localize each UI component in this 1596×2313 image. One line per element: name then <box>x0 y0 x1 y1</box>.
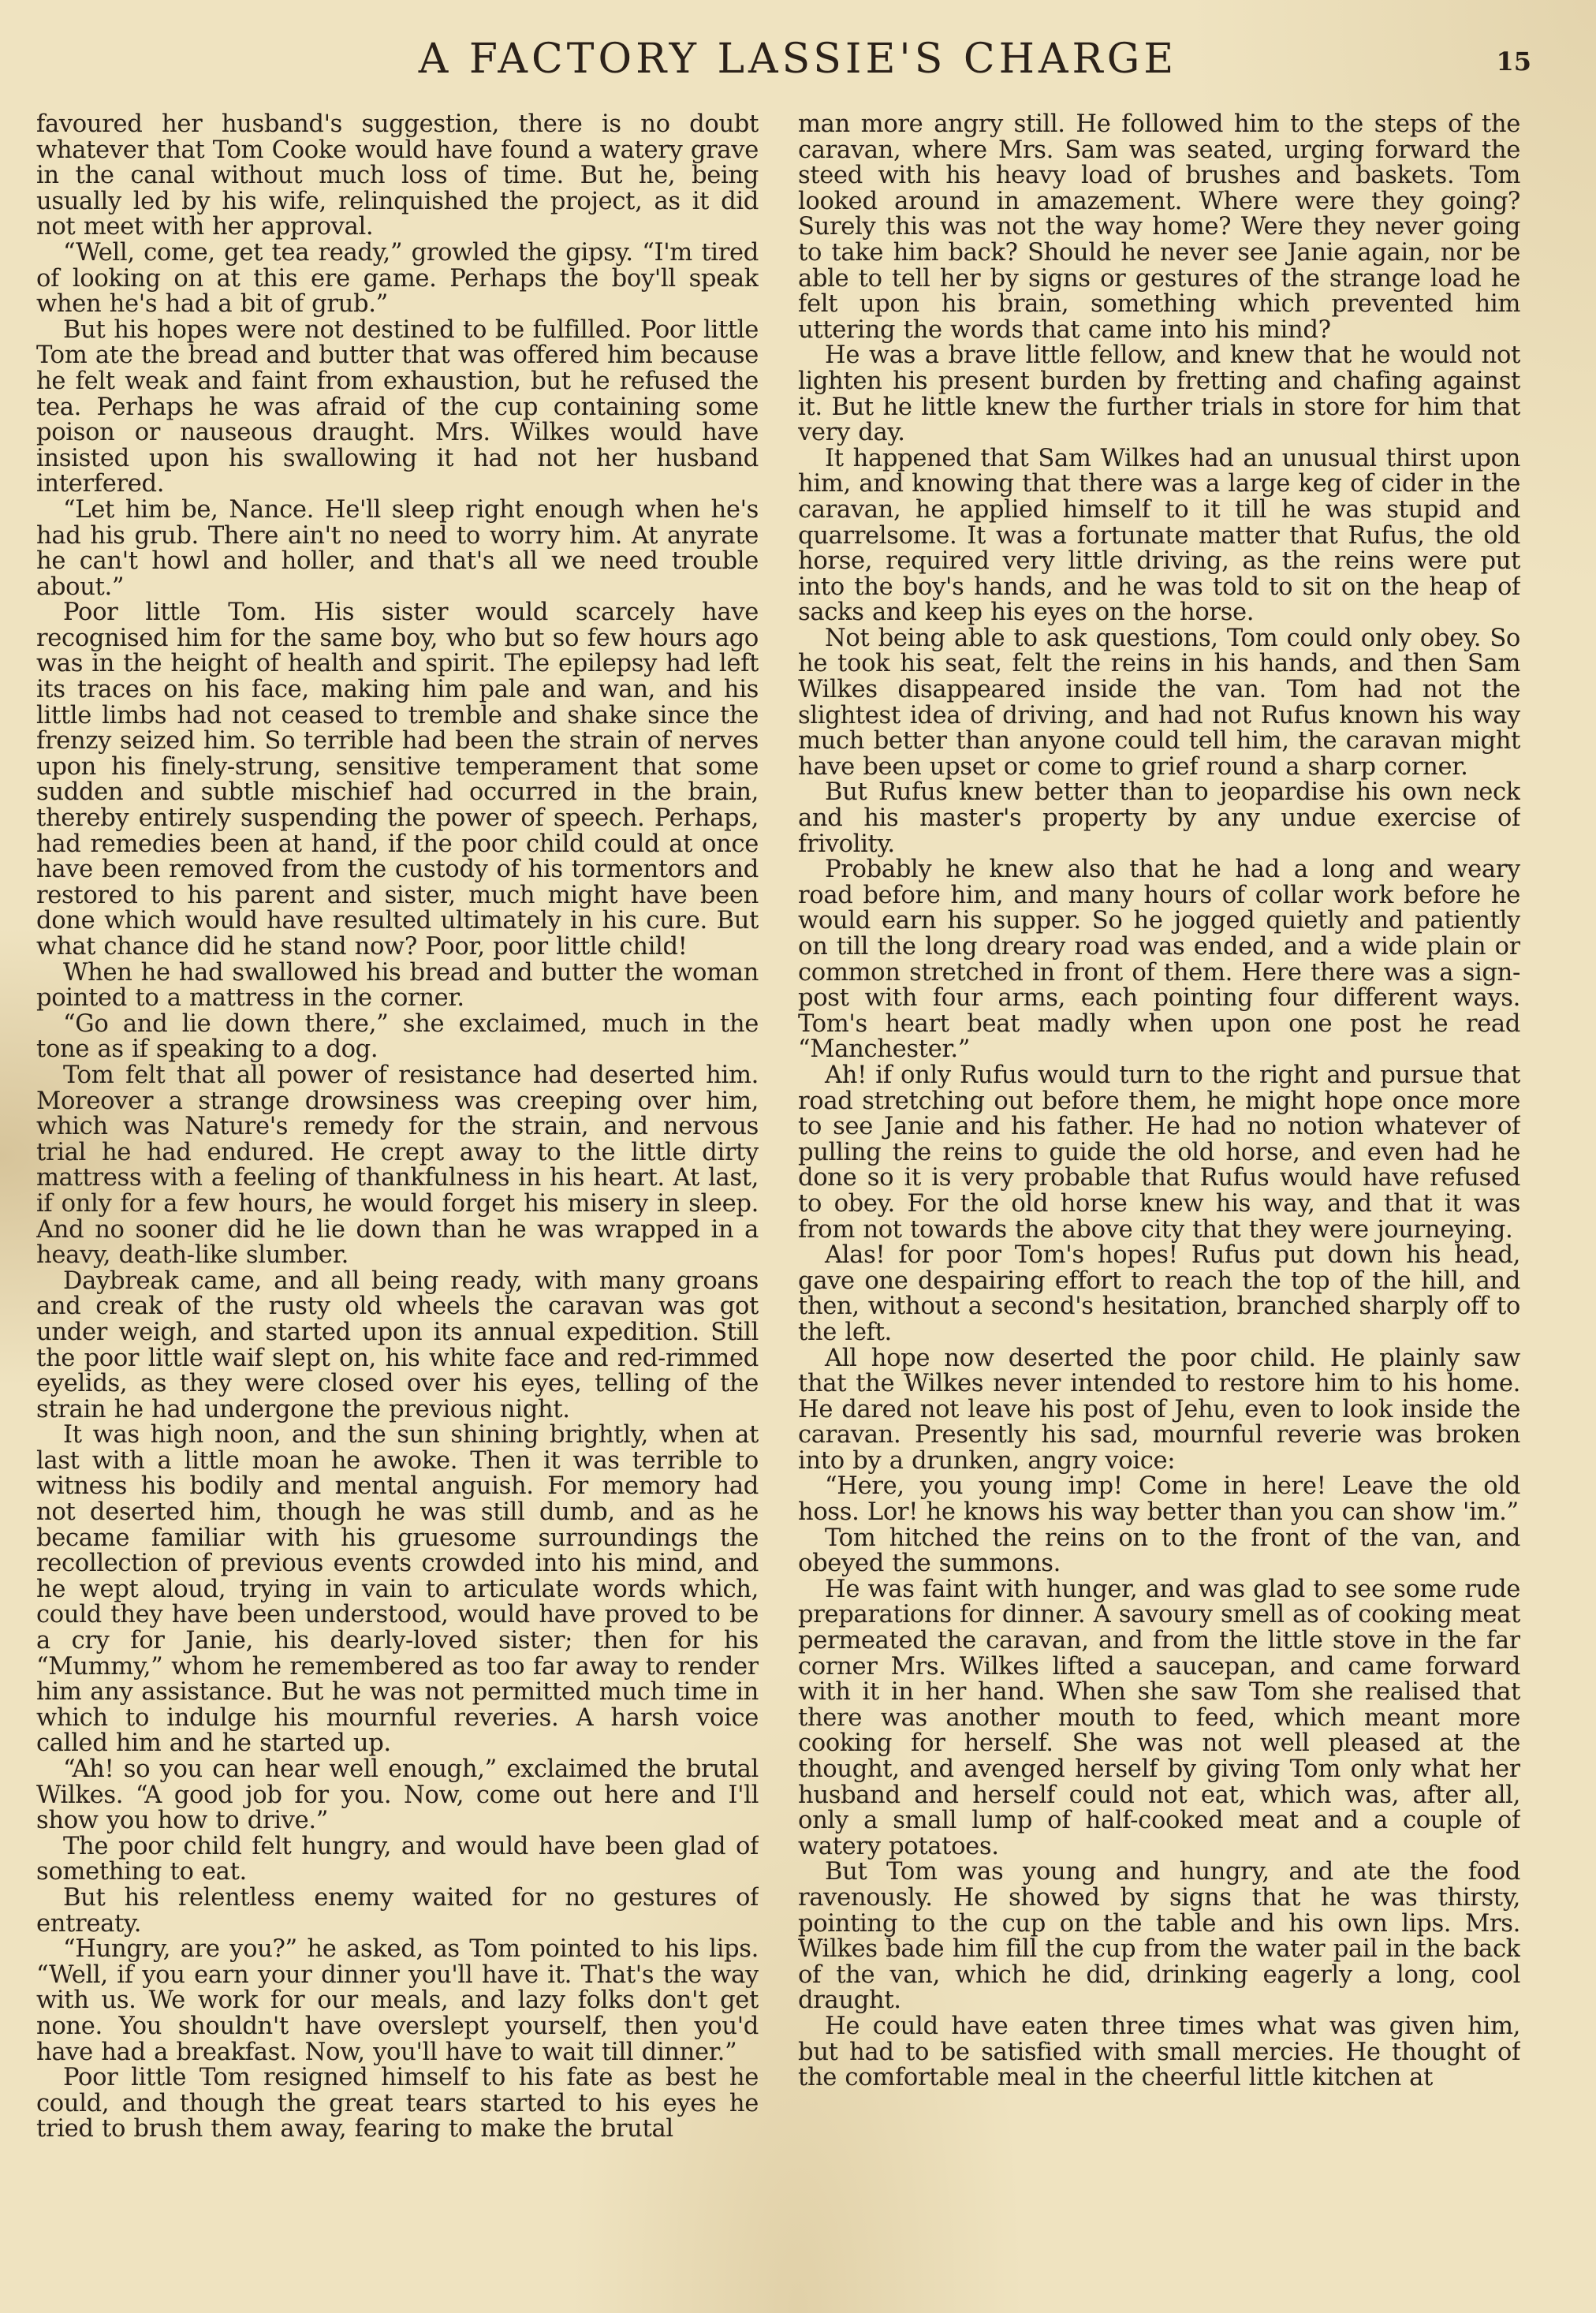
paragraph: All hope now deserted the poor child. He plainly saw that the Wilkes never intended to restore him to his home. He dared not leave his post of Jehu, even to look inside the caravan. Presently his sad, mournful reverie was broken into by a drunken, angry voice: <box>798 1344 1520 1475</box>
left-column <box>36 112 759 2241</box>
paragraph: Poor little Tom. His sister would scarcely have recognised him for the same boy, who but so few hours ago was in the height of health and spirit. The epilepsy had left its traces on his face, making him pale and wan, and his little limbs had not ceased to tremble and shake since the frenzy seized him. So terrible had been the strain of nerves upon his finely-strung, sensitive temperament that some sudden and subtle mischief had occurred in the brain, thereby entirely suspending the power of speech. Perhaps, had remedies been at hand, if the poor child could at once have been removed from the custody of his tormentors and restored to his parent and sister, much might have been done which would have resulted ultimately in his cure. But what chance did he stand now? Poor, poor little child! <box>36 599 759 961</box>
running-title: A FACTORY LASSIE'S CHARGE <box>418 35 1178 83</box>
page-number: 15 <box>1496 47 1531 76</box>
paragraph: When he had swallowed his bread and butter the woman pointed to a mattress in the corner. <box>36 958 759 1013</box>
paragraph: He was a brave little fellow, and knew that he would not lighten his present burden by fretting and chafing against it. But he little knew the further trials in store for him that very day. <box>798 341 1520 447</box>
paragraph: “Here, you young imp! Come in here! Leave the old hoss. Lor! he knows his way better than you can show 'im.” <box>798 1472 1520 1527</box>
paragraph: Ah! if only Rufus would turn to the right and pursue that road stretching out before them, he might hope once more to see Janie and his father. He had no notion whatever of pulling the reins to guide the old horse, and even had he done so it is very probable that Rufus would have refused to obey. For the old horse knew his way, and that it was from not towards the above city that they were journeying. <box>798 1061 1520 1244</box>
paragraph: But his relentless enemy waited for no gestures of entreaty. <box>36 1883 759 1938</box>
paragraph: It happened that Sam Wilkes had an unusual thirst upon him, and knowing that there was a large keg of cider in the caravan, he applied himself to it till he was stupid and quarrelsome. It was a fortunate matter that Rufus, the old horse, required very little driving, as the reins were put into the boy's hands, and he was told to sit on the heap of sacks and keep his eyes on the horse. <box>798 444 1520 627</box>
paragraph: Tom felt that all power of resistance had deserted him. Moreover a strange drowsiness was creeping over him, which was Nature's remedy for the strain, and nervous trial he had endured. He crept away to the little dirty mattress with a feeling of thankfulness in his heart. At last, if only for a few hours, he would forget his misery in sleep. And no sooner did he lie down than he was wrapped in a heavy, death-like slumber. <box>36 1061 759 1270</box>
paragraph: Alas! for poor Tom's hopes! Rufus put down his head, gave one despairing effort to reach the top of the hill, and then, without a second's hesitation, branched sharply off to the left. <box>798 1241 1520 1346</box>
paragraph: “Hungry, are you?” he asked, as Tom pointed to his lips. “Well, if you earn your dinner you'll have it. That's the way with us. We work for our meals, and lazy folks don't get none. You shouldn't have overslept yourself, then you'd have had a breakfast. Now, you'll have to wait till dinner.” <box>36 1935 759 2066</box>
paragraph: But Rufus knew better than to jeopardise his own neck and his master's property by any undue exercise of frivolity. <box>798 778 1520 858</box>
paragraph: man more angry still. He followed him to the steps of the caravan, where Mrs. Sam was seated, urging forward the steed with his heavy load of brushes and baskets. Tom looked around in amazement. Where were they going? Surely this was not the way home? Were they never going to take him back? Should he never see Janie again, nor be able to tell her by signs or gestures of the strange load he felt upon his brain, something which prevented him uttering the words that came into his mind? <box>798 112 1520 344</box>
right-column <box>798 112 1520 2241</box>
paragraph: It was high noon, and the sun shining brightly, when at last with a little moan he awoke. Then it was terrible to witness his bodily and mental anguish. For memory had not deserted him, though he was still dumb, and as he became familiar with his gruesome surroundings the recollection of previous events crowded into his mind, and he wept aloud, trying in vain to articulate words which, could they have been understood, would have proved to be a cry for Janie, his dearly-loved sister; then for his “Mummy,” whom he remembered as too far away to render him any assistance. But he was not permitted much time in which to indulge his mournful reveries. A harsh voice called him and he started up. <box>36 1421 759 1758</box>
paragraph: favoured her husband's suggestion, there is no doubt whatever that Tom Cooke would have found a watery grave in the canal without much loss of time. But he, being usually led by his wife, relinquished the project, as it did not meet with her approval. <box>36 112 759 241</box>
page-header <box>0 32 1596 87</box>
paragraph: Probably he knew also that he had a long and weary road before him, and many hours of collar work before he would earn his supper. So he jogged quietly and patiently on till the long dreary road was ended, and a wide plain or common stretched in front of them. Here there was a sign-post with four arms, each pointing four different ways. Tom's heart beat madly when upon one post he read “Manchester.” <box>798 856 1520 1064</box>
paragraph: But Tom was young and hungry, and ate the food ravenously. He showed by signs that he was thirsty, pointing to the cup on the table and his own lips. Mrs. Wilkes bade him fill the cup from the water pail in the back of the van, which he did, drinking eagerly a long, cool draught. <box>798 1858 1520 2015</box>
paragraph: “Well, come, get tea ready,” growled the gipsy. “I'm tired of looking on at this ere game. Perhaps the boy'll speak when he's had a bit of grub.” <box>36 238 759 319</box>
paragraph: “Go and lie down there,” she exclaimed, much in the tone as if speaking to a dog. <box>36 1009 759 1064</box>
paragraph: “Ah! so you can hear well enough,” exclaimed the brutal Wilkes. “A good job for you. Now, come out here and I'll show you how to drive.” <box>36 1755 759 1835</box>
paragraph: Not being able to ask questions, Tom could only obey. So he took his seat, felt the reins in his hands, and then Sam Wilkes disappeared inside the van. Tom had not the slightest idea of driving, and had not Rufus known his way much better than anyone could tell him, the caravan might have been upset or come to grief round a sharp corner. <box>798 624 1520 781</box>
paragraph: But his hopes were not destined to be fulfilled. Poor little Tom ate the bread and butter that was offered him because he felt weak and faint from exhaustion, but he refused the tea. Perhaps he was afraid of the cup containing some poison or nauseous draught. Mrs. Wilkes would have insisted upon his swallowing it had not her husband interfered. <box>36 315 759 498</box>
paragraph: Poor little Tom resigned himself to his fate as best he could, and though the great tears started to his eyes he tried to brush them away, fearing to make the brutal <box>36 2064 759 2143</box>
paragraph: Tom hitched the reins on to the front of the van, and obeyed the summons. <box>798 1524 1520 1578</box>
paragraph: He was faint with hunger, and was glad to see some rude preparations for dinner. A savoury smell as of cooking meat permeated the caravan, and from the little stove in the far corner Mrs. Wilkes lifted a saucepan, and came forward with it in her hand. When she saw Tom she realised that there was another mouth to feed, which meant more cooking for herself. She was not well pleased at the thought, and avenged herself by giving Tom only what her husband and herself could not eat, which was, after all, only a small lump of half-cooked meat and a couple of watery potatoes. <box>798 1575 1520 1860</box>
paragraph: Daybreak came, and all being ready, with many groans and creak of the rusty old wheels the caravan was got under weigh, and started upon its annual expedition. Still the poor little waif slept on, his white face and red-rimmed eyelids, as they were closed over his eyes, telling of the strain he had undergone the previous night. <box>36 1267 759 1423</box>
paragraph: He could have eaten three times what was given him, but had to be satisfied with small mercies. He thought of the comfortable meal in the cheerful little kitchen at <box>798 2012 1520 2092</box>
paragraph: “Let him be, Nance. He'll sleep right enough when he's had his grub. There ain't no need to worry him. At anyrate he can't howl and holler, and that's all we need trouble about.” <box>36 495 759 601</box>
paragraph: The poor child felt hungry, and would have been glad of something to eat. <box>36 1832 759 1886</box>
